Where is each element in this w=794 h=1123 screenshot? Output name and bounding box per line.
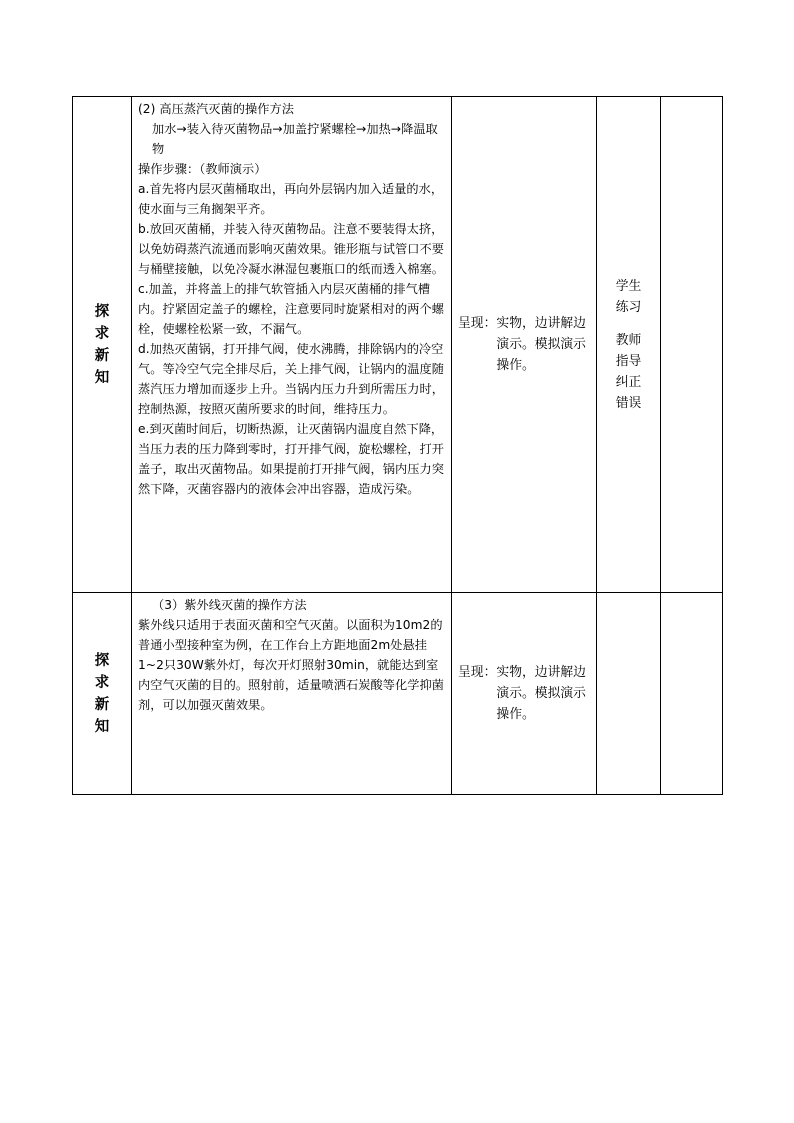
presentation-label: 呈现：: [458, 316, 497, 331]
lesson-plan-table: [72, 96, 723, 795]
step-e: e.到灭菌时间后，切断热源，让灭菌锅内温度自然下降，当压力表的压力降到零时，打开排气阀，旋松螺栓，打开盖子，取出灭菌物品。如果提前打开排气阀，锅内压力突然下降，灭菌容器内的液体会冲出容器，造成污染。: [138, 422, 444, 496]
blank-cell: [661, 593, 723, 795]
step-a: a.首先将内层灭菌桶取出，再向外层锅内加入适量的水，使水面与三角搁架平齐。: [138, 182, 444, 216]
step-c: c.加盖，并将盖上的排气软管插入内层灭菌桶的排气槽内。拧紧固定盖子的螺栓，注意要同时旋紧相对的两个螺栓，使螺栓松紧一致，不漏气。: [138, 282, 444, 336]
step-b: b.放回灭菌桶，并装入待灭菌物品。注意不要装得太挤，以免妨碍蒸汽流通而影响灭菌效果。锥形瓶与试管口不要与桶壁接触，以免冷凝水淋湿包裹瓶口的纸而透入棉塞。: [138, 222, 444, 276]
presentation-method: [452, 593, 597, 795]
teaching-content: [132, 593, 452, 795]
blank-cell: [661, 97, 723, 593]
activity-line: 纠正: [615, 374, 642, 390]
content-paragraph: 紫外线只适用于表面灭菌和空气灭菌。以面积为10m2的普通小型接种室为例，在工作台上方距地面2m处悬挂1~2只30W紫外灯，每次开灯照射30min，就能达到室内空气灭菌的目的。照射前，适量喷洒石炭酸等化学抑菌剂，可以加强灭菌效果。: [138, 618, 444, 712]
steps-heading: 操作步骤：（教师演示）: [138, 162, 267, 176]
table-row: [73, 97, 723, 593]
activity-line: 练习: [615, 299, 642, 315]
section-label: 探 求 新 知: [73, 593, 132, 795]
presentation-method: [452, 97, 597, 593]
section-label: 探 求 新 知: [73, 97, 132, 593]
process-flow: 加水→装入待灭菌物品→加盖拧紧螺栓→加热→降温取物: [152, 122, 438, 156]
content-heading: （3）紫外线灭菌的操作方法: [152, 598, 307, 612]
activity-line: 指导: [615, 353, 642, 369]
activity-line: 教师: [615, 332, 642, 348]
presentation-text: 实物，边讲解边演示。模拟演示操作。: [496, 316, 586, 373]
blank-cell: [597, 593, 661, 795]
table-row: [73, 593, 723, 795]
activity-line: 学生: [615, 278, 642, 294]
activity-line: 错误: [615, 395, 642, 411]
step-d: d.加热灭菌锅，打开排气阀，使水沸腾，排除锅内的冷空气。等冷空气完全排尽后，关上排气阀，让锅内的温度随蒸汽压力增加而逐步上升。当锅内压力升到所需压力时，控制热源，按照灭菌所要求的时间，维持压力。: [138, 342, 444, 416]
teaching-content: [132, 97, 452, 593]
presentation-text: 实物，边讲解边演示。模拟演示操作。: [496, 665, 586, 722]
student-teacher-activity: [597, 97, 661, 593]
content-heading: (2) 高压蒸汽灭菌的操作方法: [138, 102, 294, 116]
presentation-label: 呈现：: [458, 665, 497, 680]
